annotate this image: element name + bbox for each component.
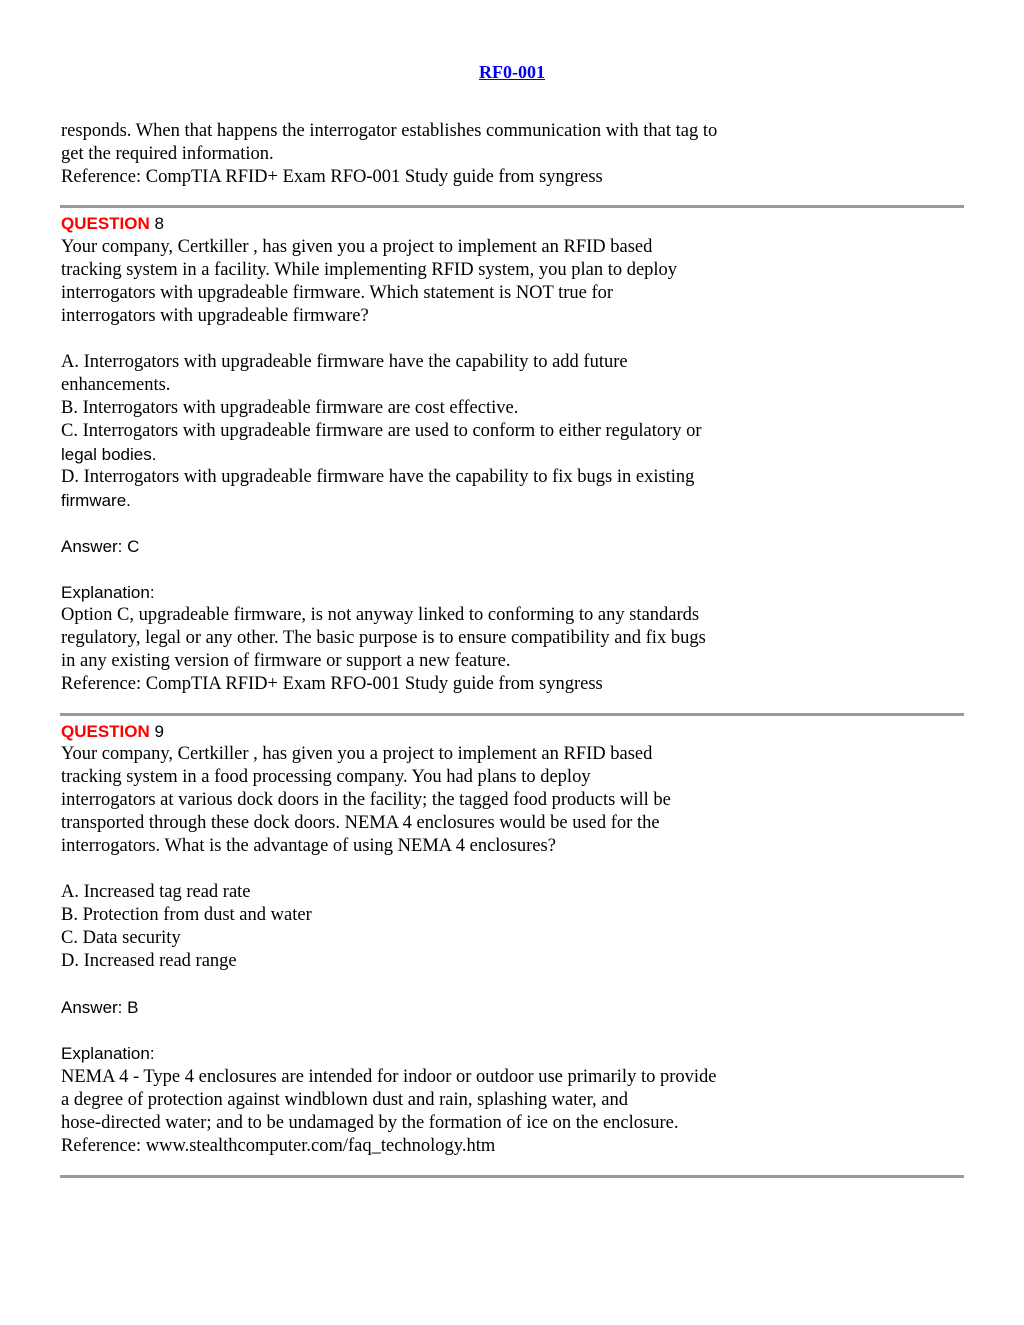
question-9-explanation-label: Explanation: [61,1044,155,1063]
question-8-option-c: C. Interrogators with upgradeable firmware are used to conform to either regulatory or [61,421,702,441]
section-divider [60,1175,964,1178]
question-9-answer: Answer: B [61,998,139,1017]
intro-line: responds. When that happens the interrogator establishes communication with that tag to [61,121,718,141]
header-link-exam-code[interactable]: RF0-001 [479,62,545,82]
question-9-stem-line: transported through these dock doors. NEMA 4 enclosures would be used for the [61,813,660,833]
question-8-stem-line: interrogators with upgradeable firmware. Which statement is NOT true for [61,283,614,303]
question-8-explanation-label: Explanation: [61,583,155,602]
question-8-reference: Reference: CompTIA RFID+ Exam RFO-001 Study guide from syngress [61,674,603,694]
question-8-option-b: B. Interrogators with upgradeable firmware are cost effective. [61,398,519,418]
question-number: 9 [154,722,164,741]
question-8-option-c-cont: legal bodies. [61,445,157,464]
section-divider [60,713,964,716]
question-9-option-d: D. Increased read range [61,951,237,971]
question-9-option-a: A. Increased tag read rate [61,882,251,902]
question-8-stem-line: Your company, Certkiller , has given you a project to implement an RFID based [61,237,653,257]
question-8-answer: Answer: C [61,537,140,556]
question-8-option-a: A. Interrogators with upgradeable firmware have the capability to add future [61,352,628,372]
intro-line: get the required information. [61,144,274,164]
question-8-explanation-line: Option C, upgradeable firmware, is not anyway linked to conforming to any standards [61,605,700,625]
question-8-option-d-cont: firmware. [61,491,131,510]
question-9-stem-line: interrogators at various dock doors in the facility; the tagged food products will be [61,790,671,810]
question-9-heading [61,720,164,743]
section-divider [60,205,964,208]
question-8-stem-line: tracking system in a facility. While implementing RFID system, you plan to deploy [61,260,678,280]
question-8-option-d: D. Interrogators with upgradeable firmware have the capability to fix bugs in existing [61,467,695,487]
question-9-explanation-line: NEMA 4 - Type 4 enclosures are intended for indoor or outdoor use primarily to provide [61,1067,717,1087]
question-9-explanation-line: a degree of protection against windblown dust and rain, splashing water, and [61,1090,628,1110]
question-9-option-b: B. Protection from dust and water [61,905,312,925]
intro-reference: Reference: CompTIA RFID+ Exam RFO-001 Study guide from syngress [61,167,603,187]
question-8-explanation-line: in any existing version of firmware or support a new feature. [61,651,511,671]
question-label: QUESTION [61,214,150,233]
question-8-explanation-line: regulatory, legal or any other. The basic purpose is to ensure compatibility and fix bugs [61,628,706,648]
question-9-stem-line: tracking system in a food processing company. You had plans to deploy [61,767,591,787]
question-8-stem-line: interrogators with upgradeable firmware? [61,306,369,326]
question-8-heading [61,212,164,235]
question-9-stem-line: interrogators. What is the advantage of using NEMA 4 enclosures? [61,836,556,856]
question-number: 8 [154,214,164,233]
question-9-explanation-line: hose-directed water; and to be undamaged by the formation of ice on the enclosure. [61,1113,679,1133]
question-9-stem-line: Your company, Certkiller , has given you a project to implement an RFID based [61,744,653,764]
question-label: QUESTION [61,722,150,741]
question-8-option-a-cont: enhancements. [61,375,171,395]
question-9-option-c: C. Data security [61,928,181,948]
question-9-reference: Reference: www.stealthcomputer.com/faq_technology.htm [61,1136,496,1156]
